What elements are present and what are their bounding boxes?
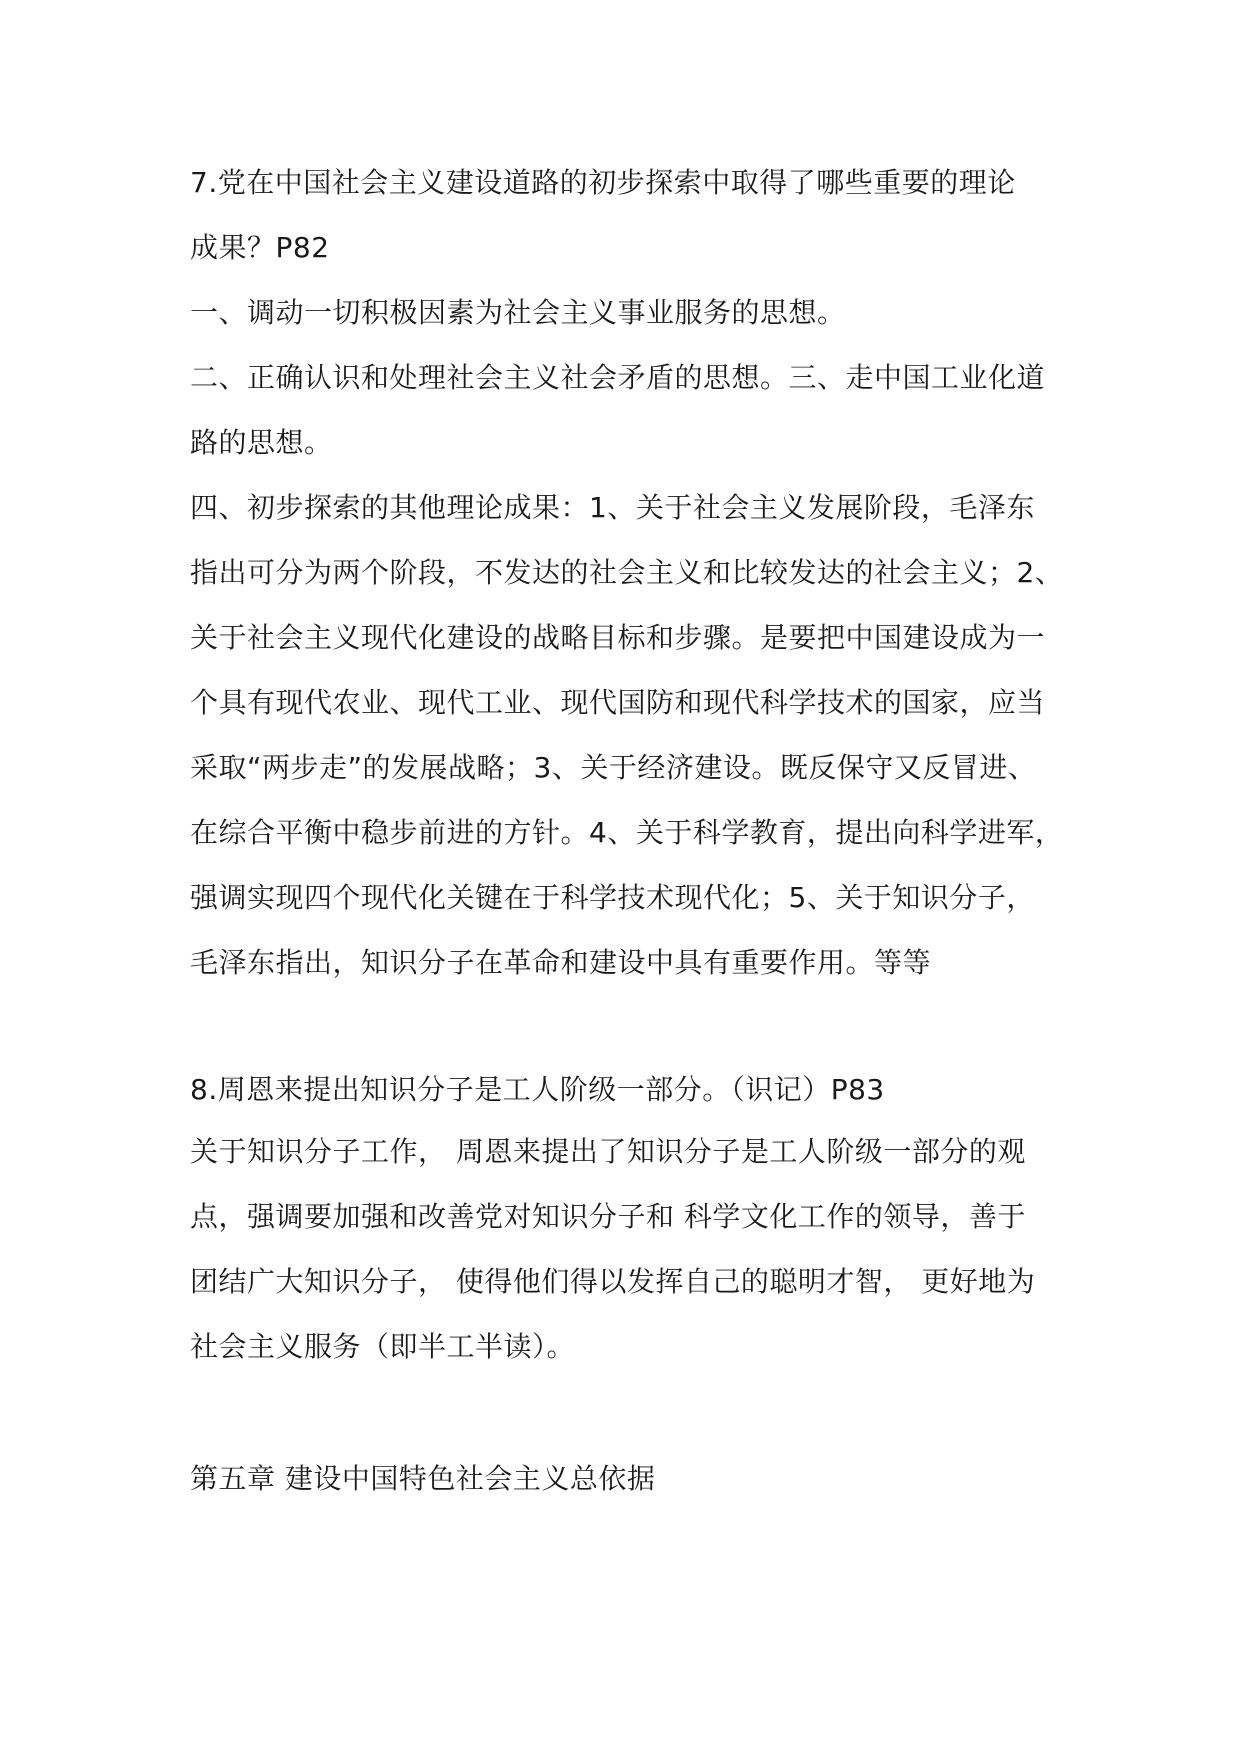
section8-answer-line3: 团结广大知识分子， 使得他们得以发挥自己的聪明才智， 更好地为 <box>190 1265 1036 1298</box>
section8-answer-line4: 社会主义服务（即半工半读）。 <box>190 1330 576 1363</box>
section7-point4-line8: 毛泽东指出，知识分子在革命和建设中具有重要作用。等等 <box>190 946 932 979</box>
section7-point4-line1: 四、初步探索的其他理论成果：1、关于社会主义发展阶段，毛泽东 <box>190 491 1035 524</box>
section7-point4-line2: 指出可分为两个阶段，不发达的社会主义和比较发达的社会主义；2、 <box>190 556 1064 589</box>
section7-question-line1: 7.党在中国社会主义建设道路的初步探索中取得了哪些重要的理论 <box>190 166 1016 199</box>
chapter5-heading: 第五章 建设中国特色社会主义总依据 <box>190 1462 656 1495</box>
section7-point4-line5: 采取“两步走”的发展战略；3、关于经济建设。既反保守又反冒进、 <box>190 751 1037 784</box>
section7-point2-line1: 二、正确认识和处理社会主义社会矛盾的思想。三、走中国工业化道 <box>190 361 1046 394</box>
section8-question: 8.周恩来提出知识分子是工人阶级一部分。（识记）P83 <box>190 1073 885 1106</box>
section7-point4-line7: 强调实现四个现代化关键在于科学技术现代化；5、关于知识分子， <box>190 881 1035 914</box>
section7-point4-line4: 个具有现代农业、现代工业、现代国防和现代科学技术的国家，应当 <box>190 686 1046 719</box>
section7-question-line2: 成果？P82 <box>190 231 330 264</box>
section8-answer-line1: 关于知识分子工作， 周恩来提出了知识分子是工人阶级一部分的观 <box>190 1135 1026 1168</box>
section8-answer-line2: 点，强调要加强和改善党对知识分子和 科学文化工作的领导，善于 <box>190 1200 1026 1233</box>
section7-point1: 一、调动一切积极因素为社会主义事业服务的思想。 <box>190 296 846 329</box>
section7-point2-line2: 路的思想。 <box>190 426 333 459</box>
section7-point4-line6: 在综合平衡中稳步前进的方针。4、关于科学教育，提出向科学进军， <box>190 816 1064 849</box>
section7-point4-line3: 关于社会主义现代化建设的战略目标和步骤。是要把中国建设成为一 <box>190 621 1046 654</box>
